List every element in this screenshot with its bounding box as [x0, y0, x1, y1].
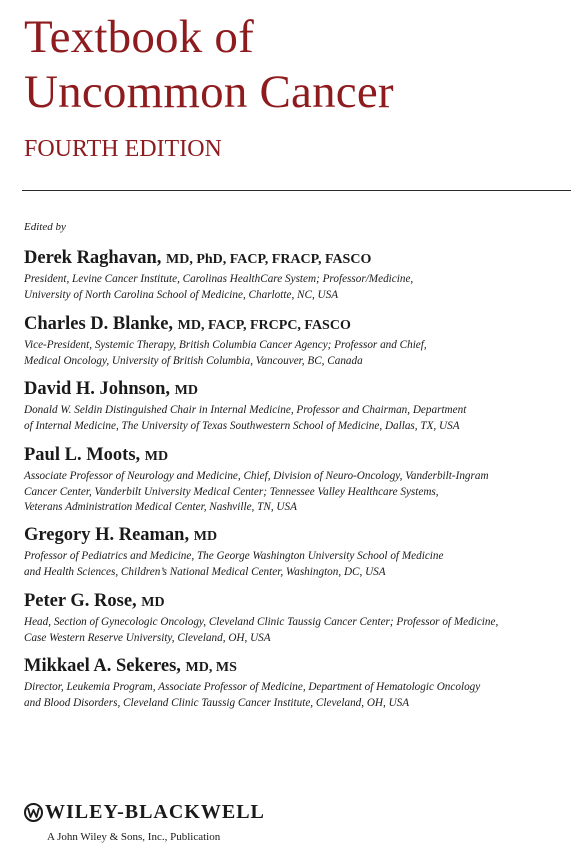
publisher-logo — [24, 800, 265, 824]
affiliation-line: Associate Professor of Neurology and Medicine, Chief, Division of Neuro-Oncology, Vanderbilt-Ingram — [24, 470, 489, 482]
affiliation-line: Veterans Administration Medical Center, Nashville, TN, USA — [24, 501, 297, 513]
affiliation-line: Vice-President, Systemic Therapy, British Columbia Cancer Agency; Professor and Chief, — [24, 339, 427, 351]
editor-entry — [24, 443, 569, 516]
editor-name — [24, 654, 569, 680]
affiliation-line: Case Western Reserve University, Cleveland, OH, USA — [24, 631, 271, 644]
editor-entry — [24, 246, 569, 303]
affiliation-line: Cancer Center, Vanderbilt University Medical Center; Tennessee Valley Healthcare Systems, — [24, 485, 439, 498]
affiliation-line: Medical Oncology, University of British Columbia, Vancouver, BC, Canada — [24, 354, 363, 367]
book-title-line1: Textbook of — [24, 11, 254, 63]
editor-degrees: MD — [144, 449, 169, 464]
book-title — [24, 10, 394, 120]
edition-label: FOURTH EDITION — [24, 136, 222, 162]
editor-name — [24, 377, 569, 403]
affiliation-line: President, Levine Cancer Institute, Carolinas HealthCare System; Professor/Medicine, — [24, 273, 414, 285]
editor-degrees: MD — [141, 595, 165, 610]
editor-name — [24, 246, 569, 272]
editor-affiliation — [24, 549, 569, 580]
editor-affiliation — [24, 403, 569, 434]
publisher-line: A John Wiley & Sons, Inc., Publication — [47, 831, 221, 843]
editor-entry — [24, 377, 569, 434]
editor-name — [24, 523, 569, 549]
editor-entry — [24, 523, 569, 580]
affiliation-line: University of North Carolina School of Medicine, Charlotte, NC, USA — [24, 288, 339, 301]
editor-degrees: MD, PhD, FACP, FRACP, FASCO — [166, 252, 372, 267]
editor-name-text: Peter G. Rose, — [24, 591, 137, 611]
affiliation-line: and Health Sciences, Children’s National Medical Center, Washington, DC, USA — [24, 565, 386, 578]
book-title-line2: Uncommon Cancer — [24, 66, 394, 118]
editor-affiliation — [24, 469, 569, 516]
editor-affiliation — [24, 272, 569, 303]
editor-name — [24, 589, 569, 615]
editor-name-text: Charles D. Blanke, — [24, 314, 174, 334]
edited-by-label: Edited by — [24, 221, 66, 233]
editor-entry — [24, 312, 569, 369]
editor-affiliation — [24, 615, 569, 646]
affiliation-line: Head, Section of Gynecologic Oncology, Cleveland Clinic Taussig Cancer Center; Professor of Medicine, — [24, 616, 499, 628]
editor-degrees: MD, FACP, FRCPC, FASCO — [177, 318, 351, 333]
editor-name-text: Gregory H. Reaman, — [24, 525, 190, 545]
divider-rule — [22, 190, 571, 191]
editor-name-text: Paul L. Moots, — [24, 445, 141, 465]
publisher-logo-text: WILEY-BLACKWELL — [45, 801, 265, 823]
affiliation-line: and Blood Disorders, Cleveland Clinic Taussig Cancer Institute, Cleveland, OH, USA — [24, 696, 410, 709]
editor-name — [24, 443, 569, 469]
affiliation-line: Donald W. Seldin Distinguished Chair in Internal Medicine, Professor and Chairman, Department — [24, 404, 467, 416]
editor-degrees: MD — [174, 383, 198, 398]
editor-name — [24, 312, 569, 338]
editor-degrees: MD, MS — [185, 660, 237, 675]
editor-degrees: MD — [193, 529, 218, 544]
affiliation-line: Director, Leukemia Program, Associate Professor of Medicine, Department of Hematologic Oncology — [24, 681, 481, 693]
editor-affiliation — [24, 680, 569, 711]
editor-name-text: Mikkael A. Sekeres, — [24, 656, 181, 676]
affiliation-line: Professor of Pediatrics and Medicine, The George Washington University School of Medicine — [24, 550, 444, 562]
editor-entry — [24, 589, 569, 646]
editor-affiliation — [24, 338, 569, 369]
wiley-w-icon — [24, 803, 43, 822]
editor-name-text: David H. Johnson, — [24, 379, 170, 399]
affiliation-line: of Internal Medicine, The University of Texas Southwestern School of Medicine, Dallas, TX, USA — [24, 419, 460, 432]
editor-name-text: Derek Raghavan, — [24, 248, 162, 268]
editor-entry — [24, 654, 569, 711]
